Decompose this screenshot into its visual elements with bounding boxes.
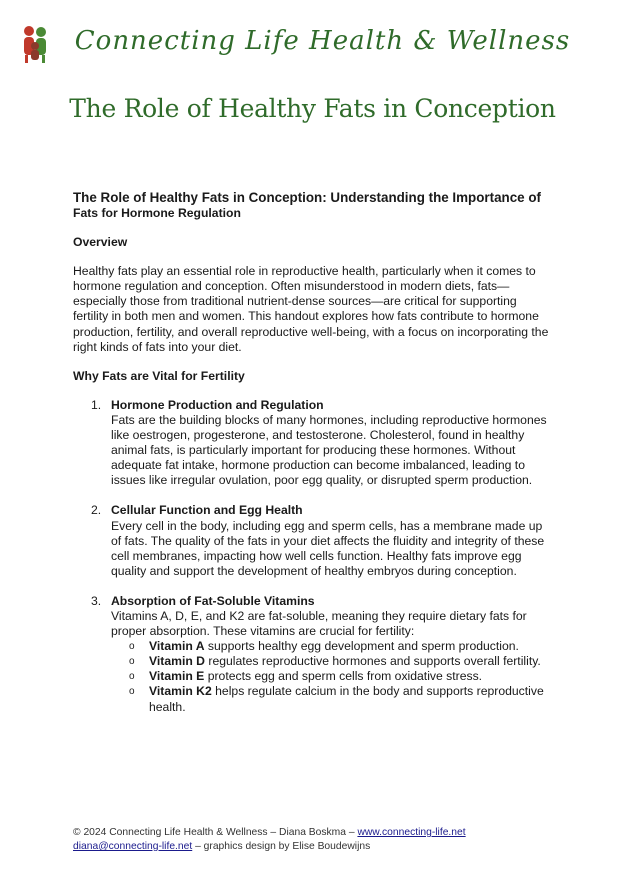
vitamin-item (111, 654, 553, 669)
vitamin-name: Vitamin D (149, 654, 205, 669)
bullet-circle-icon: o (129, 686, 135, 698)
list-item-text: Fats are the building blocks of many hormones, including reproductive hormones like oestrogen, progesterone, and testosterone. Cholesterol, found in healthy animal fats, is particularly important for producing these hormones. Without adequate fat intake, hormone production can become imbalanced, leading to issues like irregular ovulation, poor egg quality, or disrupted sperm production. (111, 412, 547, 488)
footer-credit: – graphics design by Elise Boudewijns (192, 841, 371, 852)
list-item-text: Vitamins A, D, E, and K2 are fat-soluble, meaning they require dietary fats for proper absorption. These vitamins are crucial for fertility: (111, 608, 527, 639)
list-number: 2. (91, 503, 102, 518)
page-title: The Role of Healthy Fats in Conception (69, 94, 556, 123)
vitamin-name: Vitamin K2 (149, 684, 212, 699)
section-heading: Why Fats are Vital for Fertility (73, 368, 245, 383)
vitamin-item (111, 669, 553, 684)
vitamin-item (111, 684, 553, 714)
footer-copyright: © 2024 Connecting Life Health & Wellness – Diana Boskma – (73, 827, 358, 838)
vitamin-item (111, 639, 553, 654)
list-item-title: Cellular Function and Egg Health (111, 503, 303, 518)
list-number: 1. (91, 397, 102, 412)
footer (73, 826, 466, 854)
bullet-circle-icon: o (129, 641, 135, 653)
brand-name: Connecting Life Health & Wellness (74, 26, 571, 56)
vitamin-text: supports healthy egg development and sperm production. (204, 639, 519, 654)
article-subheading: Fats for Hormone Regulation (73, 206, 241, 220)
website-link[interactable]: www.connecting-life.net (357, 827, 466, 838)
list-item (73, 594, 553, 715)
email-link[interactable]: diana@connecting-life.net (73, 841, 193, 852)
list-item-text: Every cell in the body, including egg and sperm cells, has a membrane made up of fats. The quality of the fats in your diet affects the fluidity and integrity of these cell membranes, impacting how well cells function. Healthy fats improve egg quality and support the development of healthy embryos during conception. (111, 518, 545, 578)
vitamin-name: Vitamin A (149, 639, 205, 654)
list-item-title: Absorption of Fat-Soluble Vitamins (111, 593, 315, 608)
list-item (73, 398, 553, 489)
overview-heading: Overview (73, 235, 128, 250)
fertility-list (73, 398, 553, 715)
vitamin-text: regulates reproductive hormones and supports overall fertility. (205, 654, 541, 669)
vitamin-list (111, 639, 553, 714)
overview-text: Healthy fats play an essential role in reproductive health, particularly when it comes to hormone regulation and conception. Often misunderstood in modern diets, fats—especially those from traditional nutrient-dense sources—are critical for supporting fertility in both men and women. This handout explores how fats contribute to hormone production, fertility, and overall reproductive well-being, with a focus on incorporating the right kinds of fats into your diet. (73, 264, 549, 354)
bullet-circle-icon: o (129, 656, 135, 668)
article-body (73, 190, 553, 730)
bullet-circle-icon: o (129, 671, 135, 683)
article-heading: The Role of Healthy Fats in Conception: Understanding the Importance of (73, 190, 541, 205)
list-number: 3. (91, 593, 102, 608)
vitamin-name: Vitamin E (149, 669, 205, 684)
list-item (73, 503, 553, 578)
list-item-title: Hormone Production and Regulation (111, 397, 324, 412)
vitamin-text: protects egg and sperm cells from oxidative stress. (204, 669, 483, 684)
vitamin-text: helps regulate calcium in the body and supports reproductive health. (149, 684, 544, 714)
